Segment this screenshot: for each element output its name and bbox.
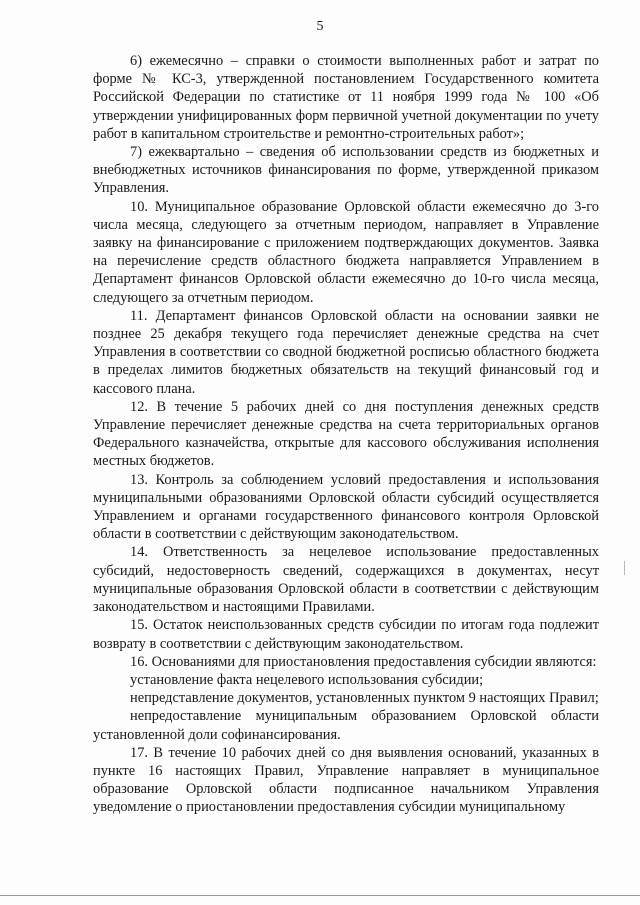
paragraph-clause-15: 15. Остаток неиспользованных средств субсидии по итогам года подлежит возврату в соответствии с действующим законодательством. xyxy=(93,617,599,652)
scan-edge-mark xyxy=(624,561,625,575)
page-number: 5 xyxy=(316,19,324,34)
paragraph-ground-documents: непредставление документов, установленных пунктом 9 настоящих Правил; xyxy=(130,690,599,707)
paragraph-clause-10: 10. Муниципальное образование Орловской области ежемесячно до 3-го числа месяца, следующего за отчетным периодом, направляет в Управление заявку на финансирование с приложением подтверждающих документов. Заявка на перечисление средств областного бюджета направляется Управлением в Департамент финансов Орловской области ежемесячно до 10-го числа месяца, следующего за отчетным периодом. xyxy=(93,198,599,306)
paragraph-clause-11: 11. Департамент финансов Орловской области на основании заявки не позднее 25 декабря текущего года перечисляет денежные средства на счет Управления в соответствии со сводной бюджетной росписью областного бюджета в пределах лимитов бюджетных обязательств на текущий финансовый год и кассового плана. xyxy=(93,307,599,397)
paragraph-item-7: 7) ежеквартально – сведения об использовании средств из бюджетных и внебюджетных источников финансирования по форме, утвержденной приказом Управления. xyxy=(93,144,599,197)
scan-bottom-edge xyxy=(0,895,640,896)
document-body xyxy=(93,52,599,817)
paragraph-ground-misuse: установление факта нецелевого использования субсидии; xyxy=(130,671,484,688)
paragraph-clause-14: 14. Ответственность за нецелевое использование предоставленных субсидий, недостоверность сведений, содержащихся в документах, несут муниципальные образования Орловской области в соответствии с действующим законодательством и настоящими Правилами. xyxy=(93,544,599,616)
paragraph-item-6: 6) ежемесячно – справки о стоимости выполненных работ и затрат по форме № КС-3, утвержденной постановлением Государственного комитета Российской Федерации по статистике от 11 ноября 1999 года № 100 «Об утверждении унифицированных форм первичной учетной документации по учету работ в капитальном строительстве и ремонтно-строительных работ»; xyxy=(93,53,599,142)
paragraph-clause-13: 13. Контроль за соблюдением условий предоставления и использования муниципальными образованиями Орловской области субсидий осуществляется Управлением и органами государственного финансового контроля Орловской области в соответствии с действующим законодательством. xyxy=(93,471,599,543)
paragraph-clause-12: 12. В течение 5 рабочих дней со дня поступления денежных средств Управление перечисляет денежные средства на счета территориальных органов Федерального казначейства, открытые для кассового обслуживания исполнения местных бюджетов. xyxy=(93,398,599,470)
paragraph-clause-17: 17. В течение 10 рабочих дней со дня выявления оснований, указанных в пункте 16 настоящих Правил, Управление направляет в муниципальное образование Орловской области подписанное начальником Управления уведомление о приостановлении предоставления субсидии муниципальному xyxy=(93,744,599,816)
paragraph-clause-16: 16. Основаниями для приостановления предоставления субсидии являются: xyxy=(130,653,597,670)
paragraph-ground-cofinancing: непредоставление муниципальным образованием Орловской области установленной доли софинансирования. xyxy=(93,708,599,743)
